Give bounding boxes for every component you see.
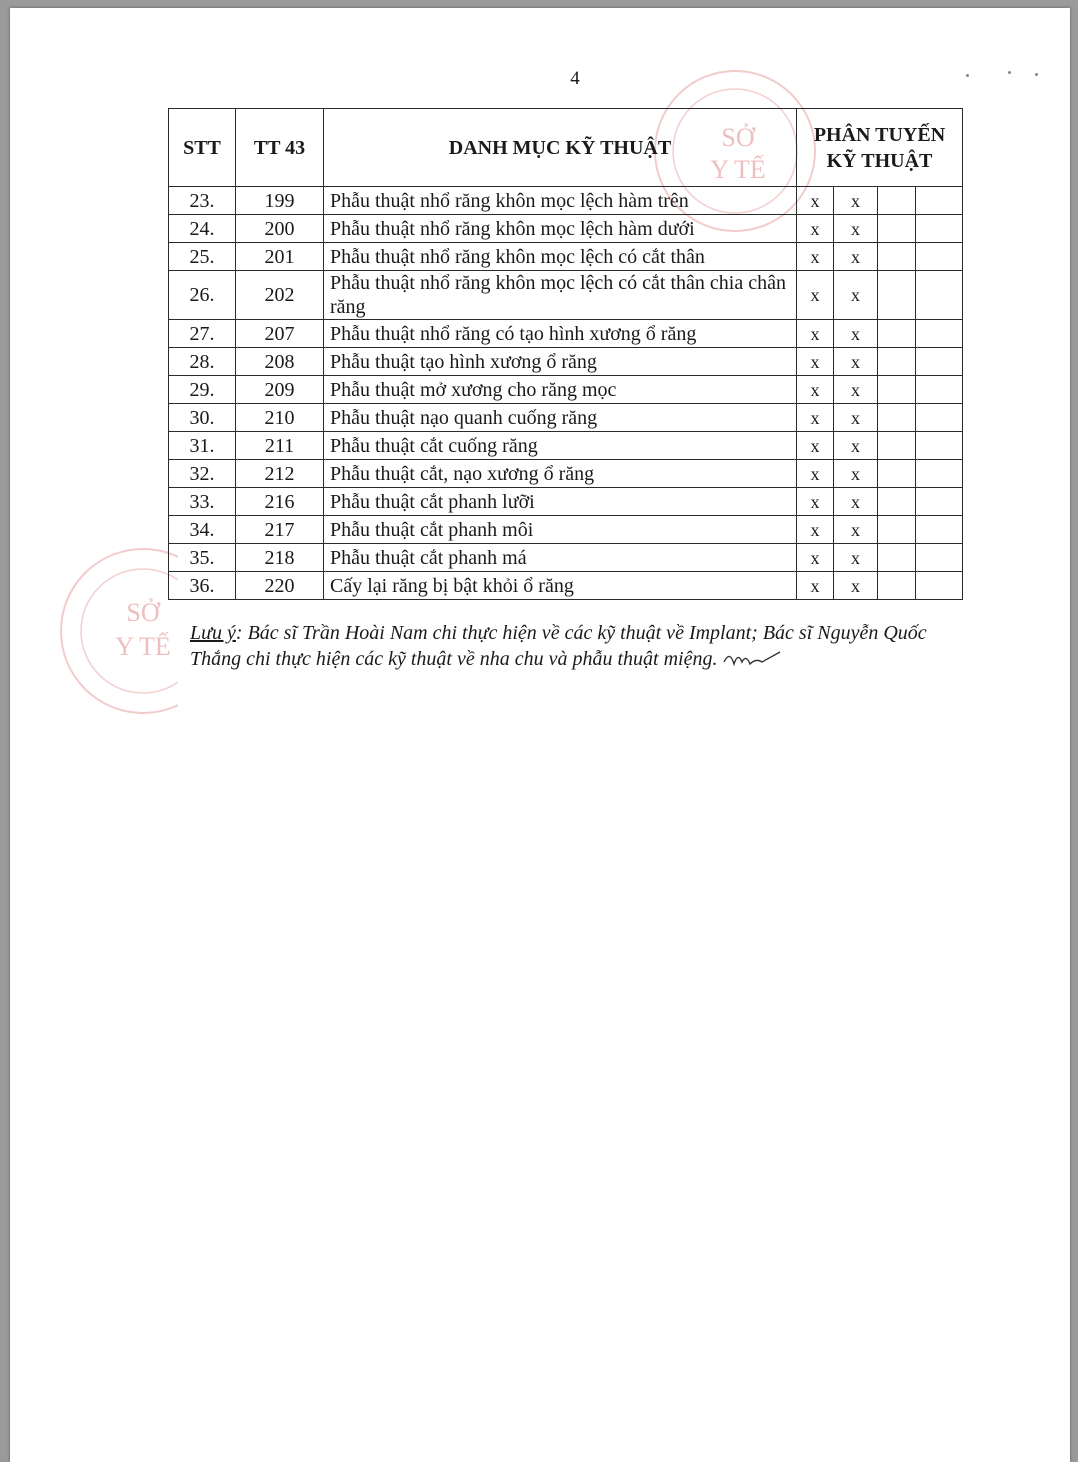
table-row bbox=[169, 376, 963, 404]
row-level-4 bbox=[916, 516, 963, 544]
row-technique-name: Phẫu thuật cắt, nạo xương ổ răng bbox=[324, 460, 797, 488]
row-level-1: x bbox=[797, 460, 834, 488]
row-level-4 bbox=[916, 460, 963, 488]
row-level-4 bbox=[916, 271, 963, 320]
row-stt: 35. bbox=[169, 544, 236, 572]
row-level-1: x bbox=[797, 488, 834, 516]
row-stt: 29. bbox=[169, 376, 236, 404]
row-level-3 bbox=[878, 460, 916, 488]
row-tt43: 212 bbox=[236, 460, 324, 488]
signature-mark bbox=[722, 648, 782, 672]
page-number: 4 bbox=[570, 68, 580, 89]
stamp-text-3: SỞ bbox=[126, 598, 160, 627]
row-tt43: 201 bbox=[236, 243, 324, 271]
stamp-text-4: Y TẾ bbox=[115, 632, 171, 661]
row-level-4 bbox=[916, 488, 963, 516]
row-stt: 23. bbox=[169, 187, 236, 215]
row-level-3 bbox=[878, 320, 916, 348]
table-row bbox=[169, 460, 963, 488]
row-level-1: x bbox=[797, 404, 834, 432]
row-stt: 33. bbox=[169, 488, 236, 516]
row-technique-name: Phẫu thuật nạo quanh cuống răng bbox=[324, 404, 797, 432]
row-tt43: 220 bbox=[236, 572, 324, 600]
table-row bbox=[169, 516, 963, 544]
note-text: : Bác sĩ Trần Hoài Nam chi thực hiện về các kỹ thuật về Implant; Bác sĩ Nguyễn Quốc Thắng chi thực hiện các kỹ thuật về nha chu và phẫu thuật miệng. bbox=[190, 622, 927, 670]
technique-table bbox=[168, 108, 963, 600]
row-level-3 bbox=[878, 544, 916, 572]
row-tt43: 208 bbox=[236, 348, 324, 376]
row-technique-name: Phẫu thuật tạo hình xương ổ răng bbox=[324, 348, 797, 376]
row-level-3 bbox=[878, 516, 916, 544]
table-row bbox=[169, 320, 963, 348]
row-technique-name: Phẫu thuật mở xương cho răng mọc bbox=[324, 376, 797, 404]
row-stt: 30. bbox=[169, 404, 236, 432]
row-tt43: 216 bbox=[236, 488, 324, 516]
row-level-1: x bbox=[797, 243, 834, 271]
row-level-2: x bbox=[834, 187, 878, 215]
header-tt43: TT 43 bbox=[236, 109, 324, 187]
row-stt: 25. bbox=[169, 243, 236, 271]
row-level-1: x bbox=[797, 432, 834, 460]
row-level-4 bbox=[916, 320, 963, 348]
row-level-4 bbox=[916, 215, 963, 243]
row-level-1: x bbox=[797, 376, 834, 404]
row-level-3 bbox=[878, 376, 916, 404]
header-technique-list: DANH MỤC KỸ THUẬT bbox=[324, 109, 797, 187]
row-stt: 28. bbox=[169, 348, 236, 376]
table-row bbox=[169, 215, 963, 243]
row-tt43: 210 bbox=[236, 404, 324, 432]
scan-speck bbox=[1035, 73, 1038, 76]
row-technique-name: Phẫu thuật nhổ răng có tạo hình xương ổ răng bbox=[324, 320, 797, 348]
row-stt: 36. bbox=[169, 572, 236, 600]
row-level-2: x bbox=[834, 516, 878, 544]
header-phan-tuyen bbox=[797, 109, 963, 187]
row-tt43: 207 bbox=[236, 320, 324, 348]
row-level-3 bbox=[878, 243, 916, 271]
row-stt: 32. bbox=[169, 460, 236, 488]
row-level-2: x bbox=[834, 460, 878, 488]
row-level-2: x bbox=[834, 432, 878, 460]
scan-speck bbox=[1008, 71, 1011, 74]
row-technique-name: Phẫu thuật cắt phanh má bbox=[324, 544, 797, 572]
row-level-1: x bbox=[797, 544, 834, 572]
row-technique-name: Phẫu thuật nhổ răng khôn mọc lệch có cắt thân bbox=[324, 243, 797, 271]
table-row bbox=[169, 488, 963, 516]
stamp-text-1: SỞ bbox=[721, 123, 755, 152]
row-level-1: x bbox=[797, 572, 834, 600]
row-level-2: x bbox=[834, 348, 878, 376]
row-technique-name: Phẫu thuật nhổ răng khôn mọc lệch hàm trên bbox=[324, 187, 797, 215]
table-row bbox=[169, 404, 963, 432]
row-tt43: 199 bbox=[236, 187, 324, 215]
row-level-3 bbox=[878, 215, 916, 243]
row-level-2: x bbox=[834, 215, 878, 243]
row-tt43: 209 bbox=[236, 376, 324, 404]
row-technique-name: Cấy lại răng bị bật khỏi ổ răng bbox=[324, 572, 797, 600]
row-level-2: x bbox=[834, 488, 878, 516]
row-level-3 bbox=[878, 432, 916, 460]
row-level-4 bbox=[916, 432, 963, 460]
table-row bbox=[169, 544, 963, 572]
row-stt: 26. bbox=[169, 271, 236, 320]
row-level-4 bbox=[916, 376, 963, 404]
row-level-2: x bbox=[834, 404, 878, 432]
row-level-3 bbox=[878, 187, 916, 215]
row-tt43: 211 bbox=[236, 432, 324, 460]
row-level-2: x bbox=[834, 572, 878, 600]
table-row bbox=[169, 243, 963, 271]
row-level-4 bbox=[916, 544, 963, 572]
row-level-2: x bbox=[834, 376, 878, 404]
row-level-1: x bbox=[797, 320, 834, 348]
row-level-1: x bbox=[797, 215, 834, 243]
row-technique-name: Phẫu thuật nhổ răng khôn mọc lệch hàm dưới bbox=[324, 215, 797, 243]
row-level-4 bbox=[916, 572, 963, 600]
row-level-4 bbox=[916, 348, 963, 376]
row-technique-name: Phẫu thuật cắt phanh lưỡi bbox=[324, 488, 797, 516]
stamp-text-2: Y TẾ bbox=[710, 155, 766, 184]
note-label: Lưu ý bbox=[190, 622, 236, 644]
row-level-1: x bbox=[797, 348, 834, 376]
row-level-1: x bbox=[797, 271, 834, 320]
header-phan-tuyen-line1: PHÂN TUYẾN bbox=[813, 123, 946, 146]
row-level-2: x bbox=[834, 243, 878, 271]
table-row bbox=[169, 271, 963, 320]
table-row bbox=[169, 187, 963, 215]
row-level-4 bbox=[916, 404, 963, 432]
row-tt43: 202 bbox=[236, 271, 324, 320]
row-level-3 bbox=[878, 572, 916, 600]
row-level-1: x bbox=[797, 187, 834, 215]
row-technique-name: Phẫu thuật nhổ răng khôn mọc lệch có cắt thân chia chân răng bbox=[324, 271, 797, 320]
table-row bbox=[169, 572, 963, 600]
official-stamp-left bbox=[48, 543, 178, 718]
row-level-3 bbox=[878, 271, 916, 320]
row-stt: 27. bbox=[169, 320, 236, 348]
scan-speck bbox=[966, 74, 969, 77]
row-level-2: x bbox=[834, 320, 878, 348]
row-level-4 bbox=[916, 243, 963, 271]
row-level-2: x bbox=[834, 544, 878, 572]
row-technique-name: Phẫu thuật cắt phanh môi bbox=[324, 516, 797, 544]
row-stt: 24. bbox=[169, 215, 236, 243]
row-technique-name: Phẫu thuật cắt cuống răng bbox=[324, 432, 797, 460]
table-row bbox=[169, 432, 963, 460]
row-tt43: 218 bbox=[236, 544, 324, 572]
table-header-row bbox=[169, 109, 963, 187]
row-tt43: 200 bbox=[236, 215, 324, 243]
row-level-4 bbox=[916, 187, 963, 215]
row-stt: 34. bbox=[169, 516, 236, 544]
header-phan-tuyen-line2: KỸ THUẬT bbox=[826, 149, 933, 172]
table-row bbox=[169, 348, 963, 376]
row-level-3 bbox=[878, 348, 916, 376]
row-level-3 bbox=[878, 404, 916, 432]
document-page bbox=[10, 8, 1070, 1462]
header-stt: STT bbox=[169, 109, 236, 187]
row-tt43: 217 bbox=[236, 516, 324, 544]
row-stt: 31. bbox=[169, 432, 236, 460]
row-level-2: x bbox=[834, 271, 878, 320]
row-level-3 bbox=[878, 488, 916, 516]
row-level-1: x bbox=[797, 516, 834, 544]
note-paragraph bbox=[190, 620, 970, 672]
